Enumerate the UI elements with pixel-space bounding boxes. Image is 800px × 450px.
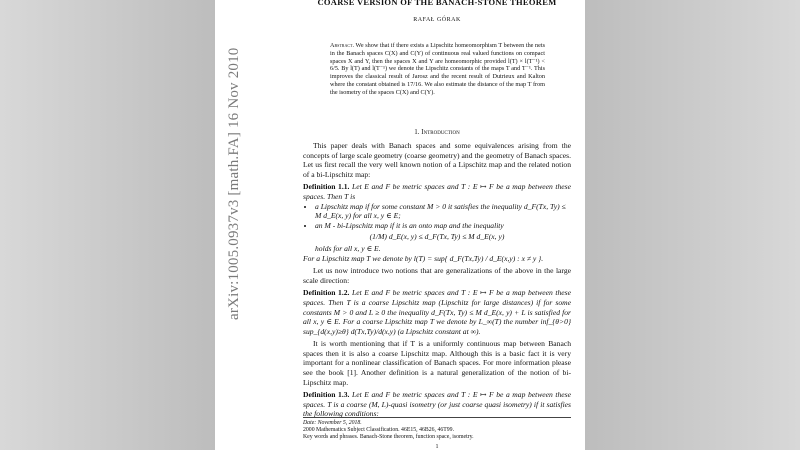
paper-author: RAFAŁ GÓRAK xyxy=(413,17,461,23)
list-item: • an M - bi-Lipschitz map if it is an onto map and the inequality xyxy=(315,221,571,231)
definition-list xyxy=(303,202,571,231)
intro-paragraph: This paper deals with Banach spaces and some equivalences arising from the concepts of large scale geometry (coarse geometry) and the geometry of Banach spaces. Let us first recall the very well known notion of a Lipschitz map and the related notion of a bi-Lipschitz map: xyxy=(303,141,571,179)
body-text xyxy=(303,141,571,419)
paragraph: It is worth mentioning that if T is a uniformly continuous map between Banach spaces then it is also a coarse Lipschitz map. Although this is a basic fact it is very important for a nonlinear classification of Banach spaces. For more information please see the book [1]. Another definition is a natural generalization of the notion of bi-Lipschitz map. xyxy=(303,339,571,387)
footnotes xyxy=(303,417,571,442)
footnote-keywords: Key words and phrases. Banach-Stone theorem, function space, isometry. xyxy=(303,434,474,441)
definition-label: Definition 1.3. xyxy=(303,390,350,400)
abstract-text: We show that if there exists a Lipschitz homeomorphism T between the nets in the Banach spaces C(X) and C(Y) of continuous real valued functions on compact spaces X and Y, then the spaces X and Y are homeomorphic provided l(T) × l(T⁻¹) < 6/5. By l(T) and l(T⁻¹) we denote the Lipschitz constants of the maps T and T⁻¹. This improves the classical result of Jarosz and the recent result of Dutrieux and Kalton where the constant obtained is 17/16. We also estimate the distance of the map T from the isometry of the spaces C(X) and C(Y). xyxy=(330,42,546,96)
section-heading: 1. Introduction xyxy=(414,128,460,136)
definition-text: Let E and F be metric spaces and T : E ↦ F be a map between these spaces. T is a coarse (M, L)-quasi isometry (or just coarse quasi isometry) if it satisfies the following conditions: xyxy=(303,390,571,419)
definition-1-1 xyxy=(303,182,571,201)
definition-text: Let E and F be metric spaces and T : E ↦ F be a map between these spaces. Then T is a coarse Lipschitz map (Lipschitz for large distances) if for some constants M > 0 and L ≥ 0 the inequality d_F(Tx, Ty) ≤ M d_E(x, y) + L is satisfied for all x, y ∈ E. For a coarse Lipschitz map T we denote by L_∞(T) the number inf_{θ>0} sup_{d(x,y)≥θ} d(Tx,Ty)/d(x,y) (a Lipschitz constant at ∞). xyxy=(303,288,571,336)
definition-1-3 xyxy=(303,390,571,419)
list-item: • a Lipschitz map if for some constant M > 0 it satisfies the inequality d_F(Tx, Ty) ≤ M d_E(x, y) for all x, y ∈ E; xyxy=(315,202,571,221)
lipschitz-constant-def: For a Lipschitz map T we denote by l(T) = sup{ d_F(Tx,Ty) / d_E(x,y) : x ≠ y }. xyxy=(303,253,544,263)
paragraph: Let us now introduce two notions that are generalizations of the above in the large scale direction: xyxy=(303,266,571,285)
display-equation: (1/M) d_E(x, y) ≤ d_F(Tx, Ty) ≤ M d_E(x, y) xyxy=(369,232,505,242)
footnote-date: Date: November 5, 2018. xyxy=(303,420,362,426)
definition-1-2 xyxy=(303,288,571,336)
abstract-label: Abstract. xyxy=(330,42,355,49)
definition-label: Definition 1.1. xyxy=(303,182,350,192)
footnote-msc: 2000 Mathematics Subject Classification. 46E15, 46B26, 46T99. xyxy=(303,427,455,434)
abstract xyxy=(330,42,545,97)
definition-holds: holds for all x, y ∈ E. xyxy=(315,243,381,253)
paper-title: COARSE VERSION OF THE BANACH-STONE THEOREM xyxy=(317,0,557,7)
background-left xyxy=(0,0,215,450)
definition-text: Let E and F be metric spaces and T : E ↦ F be a map between these spaces. Then T is xyxy=(303,182,571,201)
page-number: 1 xyxy=(435,444,439,450)
background-right xyxy=(585,0,800,450)
arxiv-stamp: arXiv:1005.0937v3 [math.FA] 16 Nov 2010 xyxy=(226,47,242,320)
definition-label: Definition 1.2. xyxy=(303,288,350,298)
